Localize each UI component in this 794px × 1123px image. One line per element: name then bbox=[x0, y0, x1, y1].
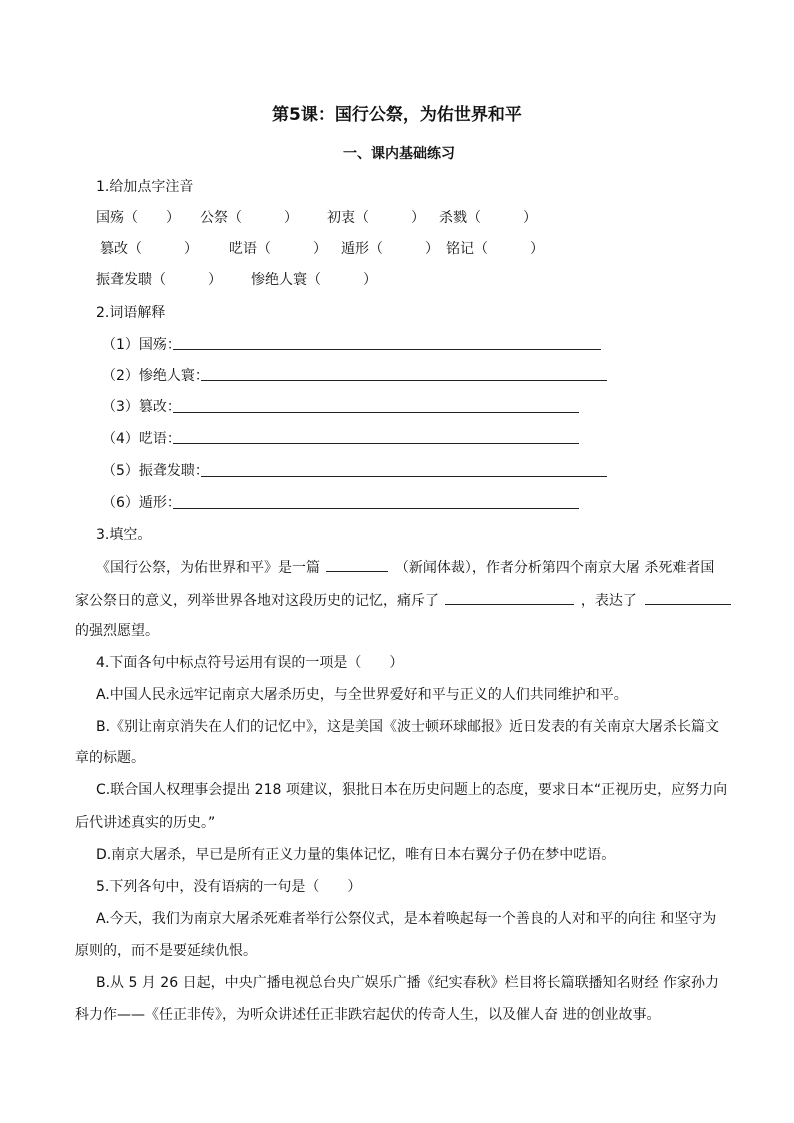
fill-in-text bbox=[75, 590, 731, 610]
page-title: 第5课：国行公祭，为佑世界和平 bbox=[272, 105, 522, 125]
option-b: B.《别让南京消失在人们的记忆中》，这是美国《波士顿环球邮报》近日发表的有关南京大屠杀长篇文 bbox=[96, 719, 720, 735]
answer-blank[interactable] bbox=[445, 590, 574, 605]
answer-line[interactable] bbox=[173, 349, 601, 350]
pinyin-item: 初衷（ ） bbox=[327, 210, 425, 226]
pinyin-item: 篡改（ ） bbox=[100, 241, 198, 257]
question-2-heading: 2.词语解释 bbox=[96, 305, 166, 321]
pinyin-item: 公祭（ ） bbox=[200, 210, 298, 226]
text-segment: 家公祭日的意义，列举世界各地对这段历史的记忆，痛斥了 bbox=[75, 593, 439, 609]
definition-label: （1）国殇： bbox=[102, 337, 181, 353]
option-a: A.今天，我们为南京大屠杀死难者举行公祭仪式，是本着唤起每一个善良的人对和平的向往 和坚守为 bbox=[96, 911, 717, 927]
definition-label: （6）遁形： bbox=[102, 495, 181, 511]
answer-blank[interactable] bbox=[645, 590, 731, 605]
answer-line[interactable] bbox=[173, 412, 579, 413]
answer-line[interactable] bbox=[173, 443, 579, 444]
option-c-cont: 后代讲述真实的历史。” bbox=[75, 815, 216, 831]
question-5-heading: 5.下列各句中，没有语病的一句是（ ） bbox=[96, 879, 362, 895]
definition-label: （5）振聋发聩： bbox=[102, 463, 209, 479]
fill-in-text: 的强烈愿望。 bbox=[75, 623, 159, 639]
definition-label: （2）惨绝人寰： bbox=[102, 368, 209, 384]
answer-line[interactable] bbox=[201, 476, 607, 477]
fill-in-text bbox=[96, 557, 714, 577]
pinyin-item: 国殇（ ） bbox=[96, 210, 180, 226]
question-4-heading: 4.下面各句中标点符号运用有误的一项是（ ） bbox=[96, 655, 404, 671]
option-c: C.联合国人权理事会提出 218 项建议，狠批日本在历史问题上的态度，要求日本“正视历史，应努力向 bbox=[96, 782, 728, 798]
option-d: D.南京大屠杀，早已是所有正义力量的集体记忆，唯有日本右翼分子仍在梦中呓语。 bbox=[96, 847, 616, 863]
option-b-cont: 科力作——《任正非传》，为听众讲述任正非跌宕起伏的传奇人生，以及催人奋 进的创业故事。 bbox=[75, 1007, 661, 1023]
answer-blank[interactable] bbox=[326, 557, 388, 572]
pinyin-item: 杀戮（ ） bbox=[439, 210, 537, 226]
pinyin-item: 呓语（ ） bbox=[229, 241, 327, 257]
pinyin-item: 铭记（ ） bbox=[446, 241, 544, 257]
pinyin-item: 惨绝人寰（ ） bbox=[251, 272, 377, 288]
option-a-cont: 原则的，而不是要延续仇恨。 bbox=[75, 943, 257, 959]
answer-line[interactable] bbox=[173, 508, 579, 509]
option-b: B.从 5 月 26 日起，中央广播电视总台央广娱乐广播《纪实春秋》栏目将长篇联播知名财经 作家孙力 bbox=[96, 975, 720, 991]
text-segment: ，表达了 bbox=[580, 593, 637, 609]
pinyin-item: 振聋发聩（ ） bbox=[96, 272, 222, 288]
text-segment: （新闻体裁），作者分析第四个南京大屠 杀死难者国 bbox=[394, 560, 715, 576]
pinyin-item: 遁形（ ） bbox=[341, 241, 439, 257]
text-segment: 《国行公祭，为佑世界和平》是一篇 bbox=[96, 560, 320, 576]
section-heading: 一、课内基础练习 bbox=[343, 146, 455, 162]
option-b-cont: 章的标题。 bbox=[75, 750, 145, 766]
definition-label: （4）呓语： bbox=[102, 431, 181, 447]
option-a: A.中国人民永远牢记南京大屠杀历史，与全世界爱好和平与正义的人们共同维护和平。 bbox=[96, 687, 628, 703]
question-1-heading: 1.给加点字注音 bbox=[96, 179, 194, 195]
question-3-heading: 3.填空。 bbox=[96, 527, 152, 543]
definition-label: （3）篡改： bbox=[102, 399, 181, 415]
answer-line[interactable] bbox=[201, 380, 607, 381]
